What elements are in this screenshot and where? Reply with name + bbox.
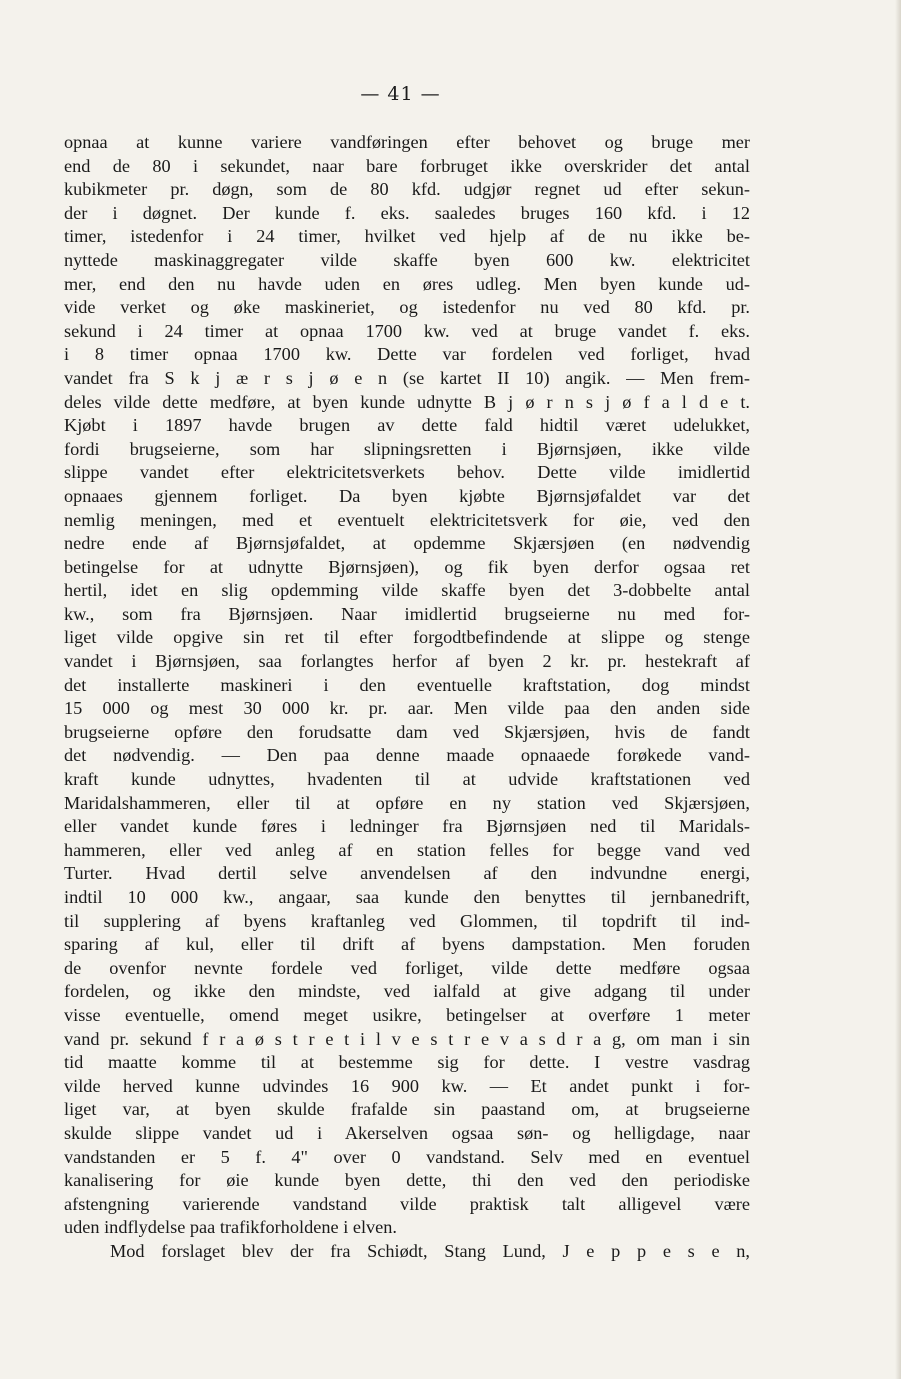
text-line: fordi brugseierne, som har slipningsretten i Bjørnsjøen, ikke vilde: [64, 438, 750, 459]
text-line: de ovenfor nevnte fordele ved forliget, vilde dette medføre ogsaa: [64, 957, 750, 978]
text-line: hertil, idet en slig opdemming vilde skaffe byen det 3-dobbelte antal: [64, 580, 750, 601]
text-line: visse eventuelle, omend meget usikre, betingelser at overføre 1 meter: [64, 1004, 750, 1025]
text-line: kraft kunde udnyttes, hvadenten til at udvide kraftstationen ved: [64, 769, 750, 790]
text-line: end de 80 i sekundet, naar bare forbruget ikke overskrider det antal: [64, 155, 750, 176]
text-line: skulde slippe vandet ud i Akerselven ogsaa søn- og helligdage, naar: [64, 1122, 750, 1143]
text-line: vandet i Bjørnsjøen, saa forlangtes herfor af byen 2 kr. pr. hestekraft af: [64, 651, 750, 672]
text-line: sparing af kul, eller til drift af byens dampstation. Men foruden: [64, 934, 750, 955]
text-line: deles vilde dette medføre, at byen kunde udnytte B j ø r n s j ø f a l d e t.: [64, 391, 750, 412]
text-line: vandet fra S k j æ r s j ø e n (se kartet II 10) angik. — Men frem-: [64, 367, 750, 388]
text-line: det nødvendig. — Den paa denne maade opnaaede forøkede vand-: [64, 745, 750, 766]
text-line: indtil 10 000 kw., angaar, saa kunde den benyttes til jernbanedrift,: [64, 887, 750, 907]
text-line-paragraph-start: Mod forslaget blev der fra Schiødt, Stang Lund, J e p p e s e n,: [110, 1240, 750, 1261]
text-line: afstengning varierende vandstand vilde praktisk talt alligevel være: [64, 1193, 750, 1214]
text-line: 15 000 og mest 30 000 kr. pr. aar. Men vilde paa den anden side: [64, 698, 750, 719]
text-line: vide verket og øke maskineriet, og istedenfor nu ved 80 kfd. pr.: [64, 297, 750, 318]
text-line: betingelse for at udnytte Bjørnsjøen), og fik byen derfor ogsaa ret: [64, 556, 750, 577]
text-line: opnaaes gjennem forliget. Da byen kjøbte Bjørnsjøfaldet var det: [64, 485, 750, 506]
text-line: nedre ende af Bjørnsjøfaldet, at opdemme Skjærsjøen (en nødvendig: [64, 533, 750, 554]
page-number: — 41 —: [360, 83, 441, 105]
text-line: det installerte maskineri i den eventuelle kraftstation, dog mindst: [64, 674, 750, 695]
text-line: tid maatte komme til at bestemme sig for dette. I vestre vasdrag: [64, 1052, 750, 1073]
text-line: kw., som fra Bjørnsjøen. Naar imidlertid brugseierne nu med for-: [64, 603, 750, 624]
text-line: uden indflydelse paa trafikforholdene i elven.: [64, 1217, 397, 1238]
text-line: timer, istedenfor i 24 timer, hvilket ved hjelp af de nu ikke be-: [64, 226, 750, 247]
text-line: nemlig meningen, med et eventuelt elektricitetsverk for øie, ved den: [64, 509, 750, 530]
text-line: vilde herved kunne udvindes 16 900 kw. — Et andet punkt i for-: [64, 1075, 750, 1096]
text-line: Kjøbt i 1897 havde brugen av dette fald hidtil været udelukket,: [64, 415, 750, 436]
text-line: mer, end den nu havde uden en øres udleg. Men byen kunde ud-: [64, 273, 750, 294]
body-text: [64, 131, 750, 1264]
text-line: kanalisering for øie kunde byen dette, thi den ved den periodiske: [64, 1170, 750, 1191]
text-line: liget vilde opgive sin ret til efter forgodtbefindende at slippe og stenge: [64, 627, 750, 648]
text-line: liget var, at byen skulde frafalde sin paastand om, at brugseierne: [64, 1099, 750, 1120]
text-line: nyttede maskinaggregater vilde skaffe byen 600 kw. elektricitet: [64, 249, 750, 270]
text-line: til supplering af byens kraftanleg ved Glommen, til topdrift til ind-: [64, 910, 750, 931]
text-line: vand pr. sekund f r a ø s t r e t i l v e s t r e v a s d r a g, om man i sin: [64, 1028, 750, 1049]
text-line: i 8 timer opnaa 1700 kw. Dette var fordelen ved forliget, hvad: [64, 344, 750, 365]
text-line: vandstanden er 5 f. 4" over 0 vandstand. Selv med en eventuel: [64, 1146, 750, 1167]
text-line: slippe vandet efter elektricitetsverkets behov. Dette vilde imidlertid: [64, 462, 750, 483]
text-line: brugseierne opføre den forudsatte dam ved Skjærsjøen, hvis de fandt: [64, 721, 750, 742]
text-line: Turter. Hvad dertil selve anvendelsen af den indvundne energi,: [64, 863, 750, 884]
text-line: kubikmeter pr. døgn, som de 80 kfd. udgjør regnet ud efter sekun-: [64, 179, 750, 200]
text-line: fordelen, og ikke den mindste, ved ialfald at give adgang til under: [64, 981, 750, 1002]
text-line: opnaa at kunne variere vandføringen efter behovet og bruge mer: [64, 132, 750, 152]
text-line: sekund i 24 timer at opnaa 1700 kw. ved at bruge vandet f. eks.: [64, 320, 750, 341]
text-line: Maridalshammeren, eller til at opføre en ny station ved Skjærsjøen,: [64, 792, 750, 813]
text-line: eller vandet kunde føres i ledninger fra Bjørnsjøen ned til Maridals-: [64, 816, 750, 837]
text-line: hammeren, eller ved anleg af en station felles for begge vand ved: [64, 839, 750, 860]
page-edge-shadow: [895, 0, 901, 1379]
text-line: der i døgnet. Der kunde f. eks. saaledes bruges 160 kfd. i 12: [64, 202, 750, 223]
